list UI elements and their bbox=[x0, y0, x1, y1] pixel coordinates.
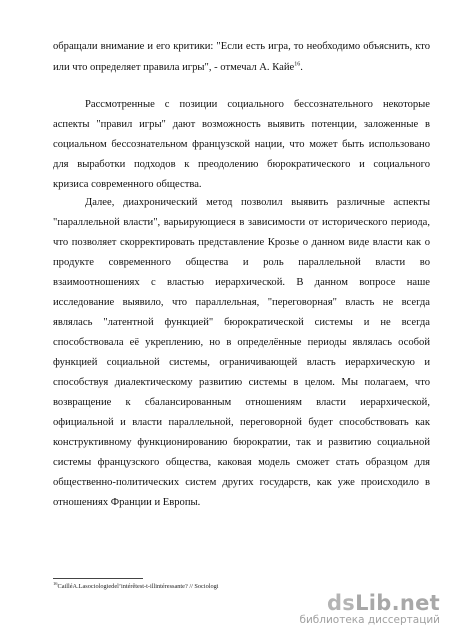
text-line: взаимоотношениях с властью иерархической. В данном вопросе наше bbox=[53, 277, 430, 288]
text-line: "параллельной власти", варьирующиеся в зависимости от исторического периода, bbox=[53, 217, 430, 228]
text-line: способствовала её укреплению, но в определённые периоды являлась особой bbox=[53, 337, 430, 348]
text-line: для выработки подходов к преодолению бюрократического и социального bbox=[53, 159, 430, 170]
text-line: кризиса современного общества. bbox=[53, 179, 202, 190]
text-line: Далее, диахронический метод позволил выявить различные аспекты bbox=[85, 197, 430, 208]
footnote bbox=[53, 580, 219, 590]
footnote-number: 16 bbox=[53, 580, 58, 586]
text-line: являлась "латентной функцией" бюрократической системы и не всегда bbox=[53, 317, 430, 328]
text-line-end: . bbox=[300, 62, 303, 73]
text-line: системы французского общества, каковая модель сможет стать образцом для bbox=[53, 457, 430, 468]
text-line: отношениях Франции и Европы. bbox=[53, 497, 201, 508]
text-line: способствуя диалектическому развитию системы в целом. Мы полагаем, что bbox=[53, 377, 430, 388]
text-line bbox=[53, 61, 430, 74]
text-line: Рассмотренные с позиции социального бессознательного некоторые bbox=[85, 99, 430, 110]
watermark-logo bbox=[299, 592, 440, 614]
text-line: социальном бессознательном французской нации, что может быть использовано bbox=[53, 139, 430, 150]
watermark-brand-left: ds bbox=[326, 591, 356, 615]
text-line: аспекты "правил игры" дают возможность выявить потенции, заложенные в bbox=[53, 119, 430, 130]
watermark-brand-right: Lib.net bbox=[355, 591, 440, 615]
watermark-tagline: библиотека диссертаций bbox=[299, 614, 440, 626]
text-line: что позволяет скорректировать представление Крозье о данном виде власти как о bbox=[53, 237, 430, 248]
watermark[interactable] bbox=[299, 592, 440, 626]
text-line: возвращение к сбалансированным отношениям власти иерархической, bbox=[53, 397, 430, 408]
text-line: конструктивному функционированию бюрократии, так и развитию социальной bbox=[53, 437, 430, 448]
footnote-marker[interactable]: 16 bbox=[294, 61, 301, 68]
footnote-divider bbox=[53, 578, 143, 579]
text-line: исследование выявило, что параллельная, "переговорная" власть не всегда bbox=[53, 297, 430, 308]
footnote-text: CailléA.Lasociologiedel’intérêtest-t-illintéressante? // Sociologi bbox=[57, 583, 219, 590]
text-line: общественно-политических систем других государств, как уже происходило в bbox=[53, 477, 430, 488]
text-line: продукте современного общества и роль параллельной власти во bbox=[53, 257, 430, 268]
text-line: функцией социальной системы, ограничивающей власть иерархическую и bbox=[53, 357, 430, 368]
text-line-content: или что определяет правила игры", - отмечал А. Кайе bbox=[53, 62, 295, 73]
text-line: обращали внимание и его критики: "Если есть игра, то необходимо объяснить, кто bbox=[53, 41, 430, 52]
text-line: официальной и власти параллельной, переговорной будет способствовать как bbox=[53, 417, 430, 428]
